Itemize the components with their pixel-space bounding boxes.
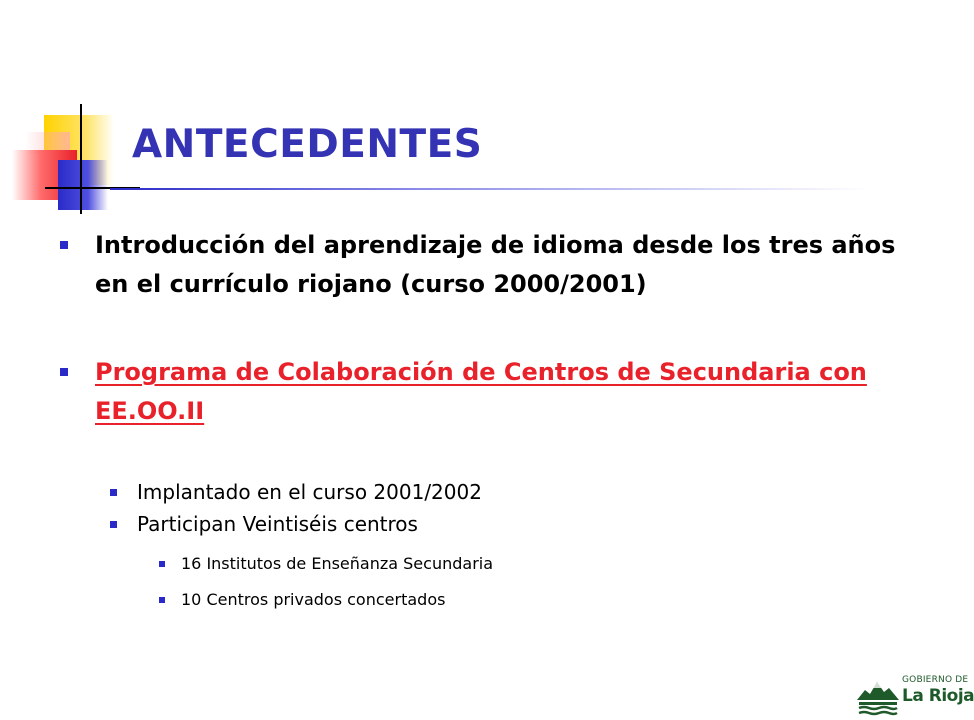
logo-text-la-rioja: La Rioja [902, 686, 974, 706]
bullet-item-programa [95, 353, 945, 431]
programa-colaboracion-link[interactable]: Programa de Colaboración de Centros de Secundaria con EE.OO.II [95, 358, 867, 425]
decorative-blue-square [58, 160, 108, 210]
logo-text-gobierno: GOBIERNO DE [902, 675, 969, 685]
title-underline-rule [110, 188, 870, 190]
gobierno-la-rioja-logo [855, 672, 974, 718]
square-bullet-icon [159, 561, 165, 567]
square-bullet-icon [159, 597, 165, 603]
decorative-vertical-line [80, 104, 82, 214]
sub-sub-bullet-text: 10 Centros privados concertados [181, 590, 446, 609]
square-bullet-icon [110, 489, 117, 496]
square-bullet-icon [110, 521, 117, 528]
bullet-item-introduccion [95, 226, 935, 304]
square-bullet-icon [60, 241, 68, 249]
sub-bullet-item-implantado [137, 476, 837, 508]
sub-bullet-item-participan [137, 508, 837, 540]
square-bullet-icon [60, 368, 68, 376]
bullet-text: Introducción del aprendizaje de idioma desde los tres años en el currículo riojano (curso 2000/2001) [95, 231, 896, 298]
logo-emblem-icon [855, 676, 901, 716]
sub-sub-bullet-text: 16 Institutos de Enseñanza Secundaria [181, 554, 494, 573]
sub-sub-bullet-item-institutos [181, 551, 831, 577]
sub-sub-bullet-item-privados [181, 587, 831, 613]
sub-bullet-text: Implantado en el curso 2001/2002 [137, 480, 482, 504]
sub-bullet-text: Participan Veintiséis centros [137, 512, 418, 536]
slide-title: ANTECEDENTES [132, 122, 483, 167]
